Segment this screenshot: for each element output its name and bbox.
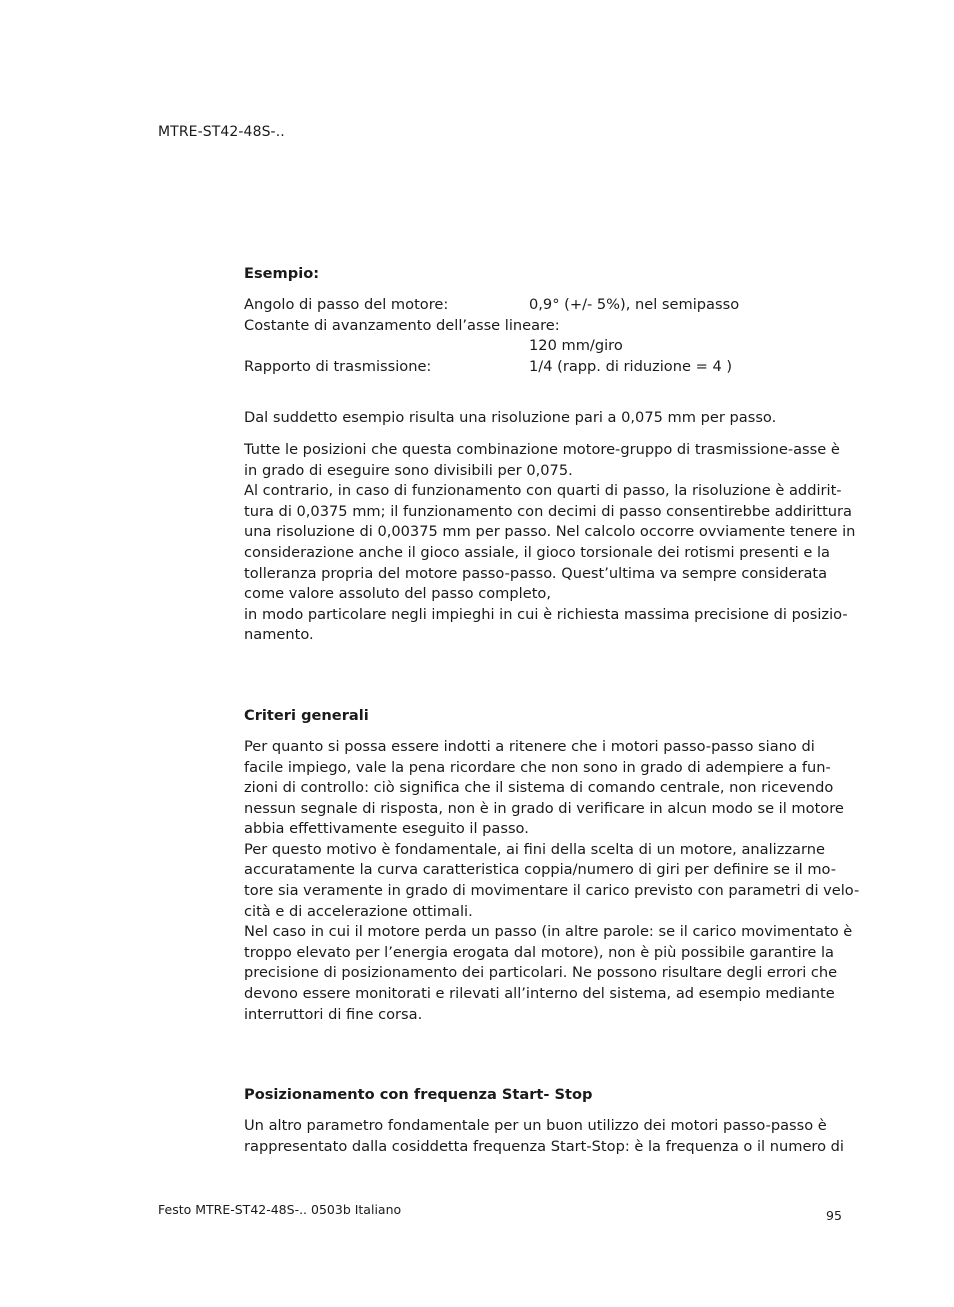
text-line: Nel caso in cui il motore perda un passo (in altre parole: se il carico movimentato è	[244, 923, 853, 941]
text-line: tura di 0,0375 mm; il funzionamento con decimi di passo consentirebbe addirittura	[244, 502, 852, 520]
text-line: Per quanto si possa essere indotti a ritenere che i motori passo-passo siano di	[244, 737, 815, 755]
text-line: Al contrario, in caso di funzionamento con quarti di passo, la risoluzione è addirit-	[244, 482, 842, 500]
criteria-heading: Criteri generali	[244, 706, 369, 724]
text-line: come valore assoluto del passo completo,	[244, 585, 551, 603]
text-line: abbia effettivamente eseguito il passo.	[244, 820, 529, 838]
example-row-value: 120 mm/giro	[529, 337, 623, 355]
text-line: in modo particolare negli impieghi in cui è richiesta massima precisione di posizio-	[244, 605, 848, 623]
text-line: Un altro parametro fondamentale per un buon utilizzo dei motori passo-passo è	[244, 1117, 827, 1135]
example-result-paragraph	[244, 408, 850, 429]
example-heading: Esempio:	[244, 265, 320, 282]
example-row-label: Angolo di passo del motore:	[244, 296, 449, 313]
example-row-value: 0,9° (+/- 5%), nel semipasso	[529, 296, 740, 313]
text-line: rappresentato dalla cosiddetta frequenza Start-Stop: è la frequenza o il numero di	[244, 1137, 844, 1155]
example-row	[244, 336, 850, 357]
text-line: Dal suddetto esempio risulta una risoluzione pari a 0,075 mm per passo.	[244, 409, 777, 427]
text-line: Tutte le posizioni che questa combinazione motore-gruppo di trasmissione-asse è	[244, 440, 840, 458]
spacer	[244, 1036, 850, 1085]
page-number: 95	[826, 1208, 842, 1223]
spacer	[244, 657, 850, 706]
text-line: in grado di eseguire sono divisibili per 0,075.	[244, 461, 573, 479]
text-line: precisione di posizionamento dei particolari. Ne possono risultare degli errori che	[244, 964, 838, 982]
example-row	[244, 295, 850, 316]
text-line: tolleranza propria del motore passo-passo. Quest’ultima va sempre considerata	[244, 564, 828, 582]
example-row	[244, 316, 850, 337]
example-explanation-paragraph	[244, 440, 856, 646]
example-row-value: 1/4 (rapp. di riduzione = 4 )	[529, 357, 733, 375]
text-line: namento.	[244, 626, 314, 644]
text-line: considerazione anche il gioco assiale, il gioco torsionale dei rotismi presenti e la	[244, 543, 830, 561]
example-row-label: Rapporto di trasmissione:	[244, 357, 432, 375]
text-line: devono essere monitorati e rilevati all’interno del sistema, ad esempio mediante	[244, 985, 835, 1003]
text-line: facile impiego, vale la pena ricordare che non sono in grado di adempiere a fun-	[244, 758, 831, 776]
startstop-paragraph	[244, 1116, 850, 1157]
text-line: troppo elevato per l’energia erogata dal motore), non è più possibile garantire la	[244, 943, 834, 961]
example-row-label	[244, 336, 529, 357]
page-content	[244, 264, 860, 1168]
criteria-paragraph	[244, 737, 860, 1025]
example-table	[244, 295, 850, 377]
text-line: Per questo motivo è fondamentale, ai fini della scelta di un motore, analizzarne	[244, 840, 825, 858]
example-row-label: Costante di avanzamento dell’asse lineare:	[244, 316, 560, 334]
text-line: accuratamente la curva caratteristica coppia/numero di giri per definire se il mo-	[244, 861, 837, 879]
text-line: cità e di accelerazione ottimali.	[244, 902, 473, 920]
text-line: interruttori di fine corsa.	[244, 1005, 423, 1023]
text-line: zioni di controllo: ciò significa che il sistema di comando centrale, non ricevendo	[244, 779, 834, 797]
text-line: una risoluzione di 0,00375 mm per passo. Nel calcolo occorre ovviamente tenere in	[244, 523, 856, 541]
footer-document-id: Festo MTRE-ST42-48S-.. 0503b Italiano	[158, 1202, 402, 1217]
startstop-heading: Posizionamento con frequenza Start- Stop	[244, 1086, 593, 1104]
example-row	[244, 357, 850, 378]
spacer	[244, 388, 850, 408]
text-line: tore sia veramente in grado di movimentare il carico previsto con parametri di velo-	[244, 882, 860, 900]
page-header-title: MTRE-ST42-48S-..	[158, 124, 285, 140]
text-line: nessun segnale di risposta, non è in grado di verificare in alcun modo se il motore	[244, 799, 844, 817]
